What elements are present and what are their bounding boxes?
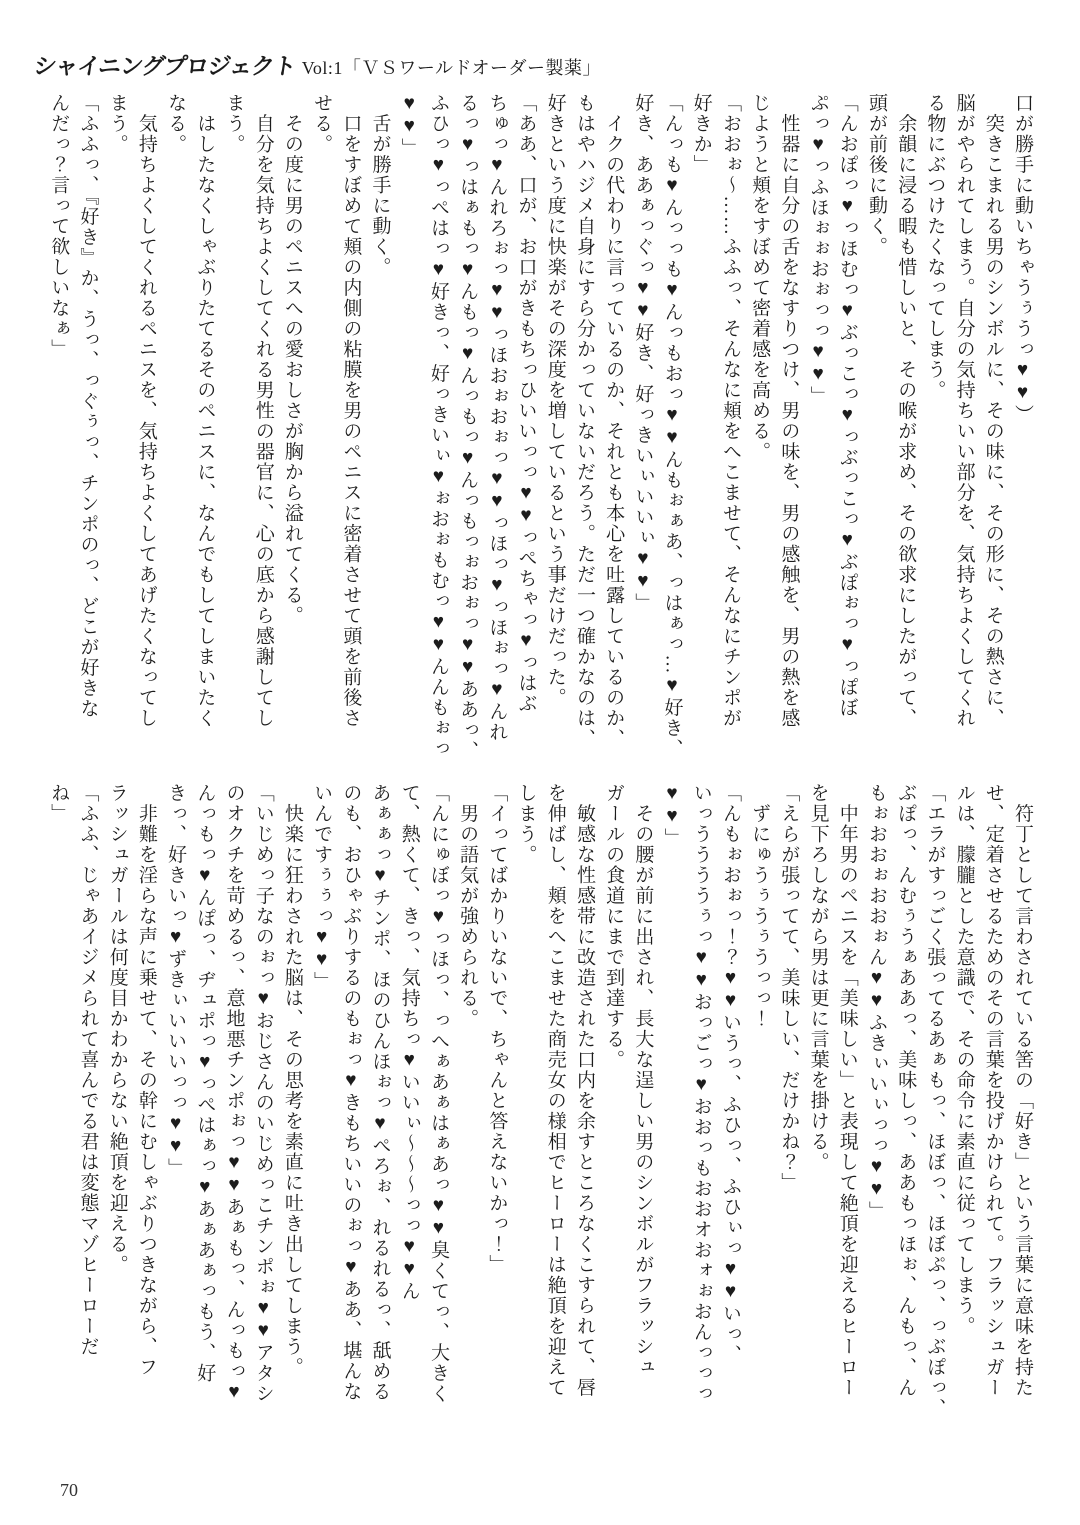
text-column: を見下ろしながら男は更に言葉を掛ける。 [807,783,829,1173]
text-column: まう。 [223,93,245,155]
page-header [31,48,601,81]
text-column: しまう。 [515,783,537,865]
text-column: その腰が前に出され、長大な逞しい男のシンボルがフラッシュ [632,783,654,1378]
text-column: 好き、ああぁっぐっ♥♥好き、好っきいぃいいぃ♥♥」 [632,93,654,614]
text-column: もはやハジメ自身にすら分かっていないだろう。ただ一つ確かなのは、 [573,93,595,749]
text-column: 「えらが張ってて、美味しい、だけかね？」 [778,783,800,1193]
text-column: いっううううぅっ♥♥おっごっ♥おおっもおおオおォぉおんっっっ [690,783,712,1404]
text-column: ちゅっ♥んれろぉっ♥♥っほおぉおぉっ♥♥っほっ♥っほぉっ♥んれ [486,93,508,743]
text-column: 非難を淫らな声に乗せて、その幹にむしゃぶりつきながら、フ [135,783,157,1378]
text-column: その度に男のペニスへの愛おしさが胸から溢れてくる。 [281,93,303,626]
text-column: 余韻に浸る暇も惜しいと、その喉が求め、その欲求にしたがって、 [895,93,917,729]
text-column: せる。 [311,93,333,155]
text-column: 「んもぉおぉっ！？♥♥いうっ、ふひっ、ふひぃっ♥♥いっ、 [719,783,741,1365]
text-column: ね」 [48,783,70,824]
text-column: 舌が勝手に動く。 [369,93,391,278]
text-column: ぷっ♥っふほぉぉおぉっっ♥♥」 [807,93,829,407]
series-logo: シャイニングプロジェクト [31,53,298,79]
text-column: 好きという度に快楽がその深度を増しているという事だけだった。 [544,93,566,708]
text-column: ♥♥」 [398,93,420,159]
text-column: ♥♥」 [661,783,683,849]
volume-title: Vol:1「ＶＳワールドオーダー製薬」 [301,58,601,78]
text-column: 「エラがすっごく張ってるあぁもっ、ほぼっ、ほぼぷっ、っぶぽっ、 [924,783,946,1419]
text-column: を伸ばし、頬をへこませた商売女の様相でヒーローは絶頂を迎えて [544,783,566,1398]
text-column: 中年男のペニスを「美味しい」と表現して絶頂を迎えるヒーロー [836,783,858,1398]
text-column: 突きこまれる男のシンボルに、その味に、その形に、その熱さに、 [982,93,1004,729]
text-column: ふひっ♥っぺはっ♥好きっ、好っきいぃ♥ぉおぉもむっ♥♥んんもぉっ [427,93,449,759]
text-column: あぁぁっ♥チンポ、ほのひんほぉっ♥ぺろぉ、れるれるっ、舐める [369,783,391,1402]
text-column: もぉおおぉおおぉん♥♥ふきぃいぃっっ♥♥」 [865,783,887,1222]
text-column: 「んにゅぼっ♥っほっ、っへぁあぁはぁあっ♥♥臭くてっ、大きく [427,783,449,1404]
text-column: 脳がやられてしまう。自分の気持ちいい部分を、気持ちよくしてくれ [953,93,975,729]
text-column: て、熱くて、きっ、気持ちっ♥いいぃ〜〜〜っっ♥♥ん [398,783,420,1302]
page-number: 70 [60,1480,78,1500]
text-column: 口が勝手に動いちゃうぅうっ♥♥） [1012,93,1033,425]
text-column: ずにゅうぅうぅうっっ！ [749,783,771,1029]
vertical-text-block-top [42,93,1037,783]
text-column: んだっ？言って欲しいなぁ」 [48,93,70,360]
text-column: ラッシュガールは何度目かわからない絶頂を迎える。 [106,783,128,1275]
text-column: 敏感な性感帯に改造された口内を余すところなくこすられて、唇 [573,783,595,1398]
text-column: のも、おひゃぶりするのもぉっ♥きもちいいのぉっ♥ああ、堪んな [340,783,362,1402]
text-column: 符丁として言わされている筈の「好き」という言葉に意味を持た [1012,783,1033,1398]
text-column: 「ふふ、じゃあイジメられて喜んでる君は変態マゾヒーローだ [77,783,99,1357]
text-column: るっ♥っはぁもっ♥んもっ♥んっもっ♥んっもっぉおぉっ♥♥ああっ、 [457,93,479,761]
text-column: 好きか」 [690,93,712,175]
text-column: ぶぽっ、んむぅうぁああっ、美味しっ、ああもっほぉ、んもっ、ん [895,783,917,1398]
text-column: 「おおぉ〜……ふふっ、そんなに頬をへこませて、そんなにチンポが [719,93,741,729]
text-column: 自分を気持ちよくしてくれる男性の器官に、心の底から感謝してし [252,93,274,729]
text-column: 男の語気が強められる。 [457,783,479,1029]
text-column: 快楽に狂わされた脳は、その思考を素直に吐き出してしまう。 [281,783,303,1378]
text-column: じようと頬をすぼめて密着感を高める。 [749,93,771,462]
text-column: ルは、朦朧とした意識で、その命令に素直に従ってしまう。 [953,783,975,1337]
text-column: 「ふふっ、『好き』か、うっ、っぐぅっ、チンポのっ、どこが好きな [77,93,99,719]
text-column: まう。 [106,93,128,155]
text-column: 「イってばかりいないで、ちゃんと答えないかっ！」 [486,783,508,1275]
text-column: イクの代わりに言っているのか、それとも本心を吐露しているのか、 [603,93,625,749]
text-column: 「ああ、口が、お口がきもちっひいいっっ♥♥っぺちゃっ♥っはぶ [515,93,537,714]
text-column: ガールの食道にまで到達する。 [603,783,625,1070]
text-column: んっもっ♥んぽっ、ヂュポっ♥っぺはぁっ♥あぁあぁっもう、好 [194,783,216,1384]
text-column: 口をすぼめて頬の内側の粘膜を男のペニスに密着させて頭を前後さ [340,93,362,729]
text-column: なる。 [165,93,187,155]
text-column: はしたなくしゃぶりたてるそのペニスに、なんでもしてしまいたく [194,93,216,729]
text-column: る物にぶつけたくなってしまう。 [924,93,946,401]
text-column: のオクチを苛めるっ、意地悪チンポぉっ♥♥あぁもっ、んっもっ♥ [223,783,245,1404]
text-column: 気持ちよくしてくれるペニスを、気持ちよくしてあげたくなってし [135,93,157,729]
text-column: せ、定着させるためのその言葉を投げかけられて。フラッシュガー [982,783,1004,1398]
text-column: きっ、好きいっ♥ずきぃいいいっっ♥♥」 [165,783,187,1179]
vertical-text-block-bottom [42,783,1037,1478]
text-column: 性器に自分の舌をなすりつけ、男の味を、男の感触を、男の熱を感 [778,93,800,729]
text-column: 「いじめっ子なのぉっ♥おじさんのいじめっこチンポぉ♥♥アタシ [252,783,274,1404]
text-column: 頭が前後に動く。 [865,93,887,257]
text-column: いんですぅぅっ♥♥」 [311,783,333,992]
text-column: 「んおぽっ♥っほむっ♥ぶっこっ♥っぶっこっ♥ぶぽぉっ♥っぽぼ [836,93,858,718]
text-column: 「んっも♥んっっも♥んっもおっ♥♥んもぉぁあ、っはぁっ…♥好き、 [661,93,683,759]
